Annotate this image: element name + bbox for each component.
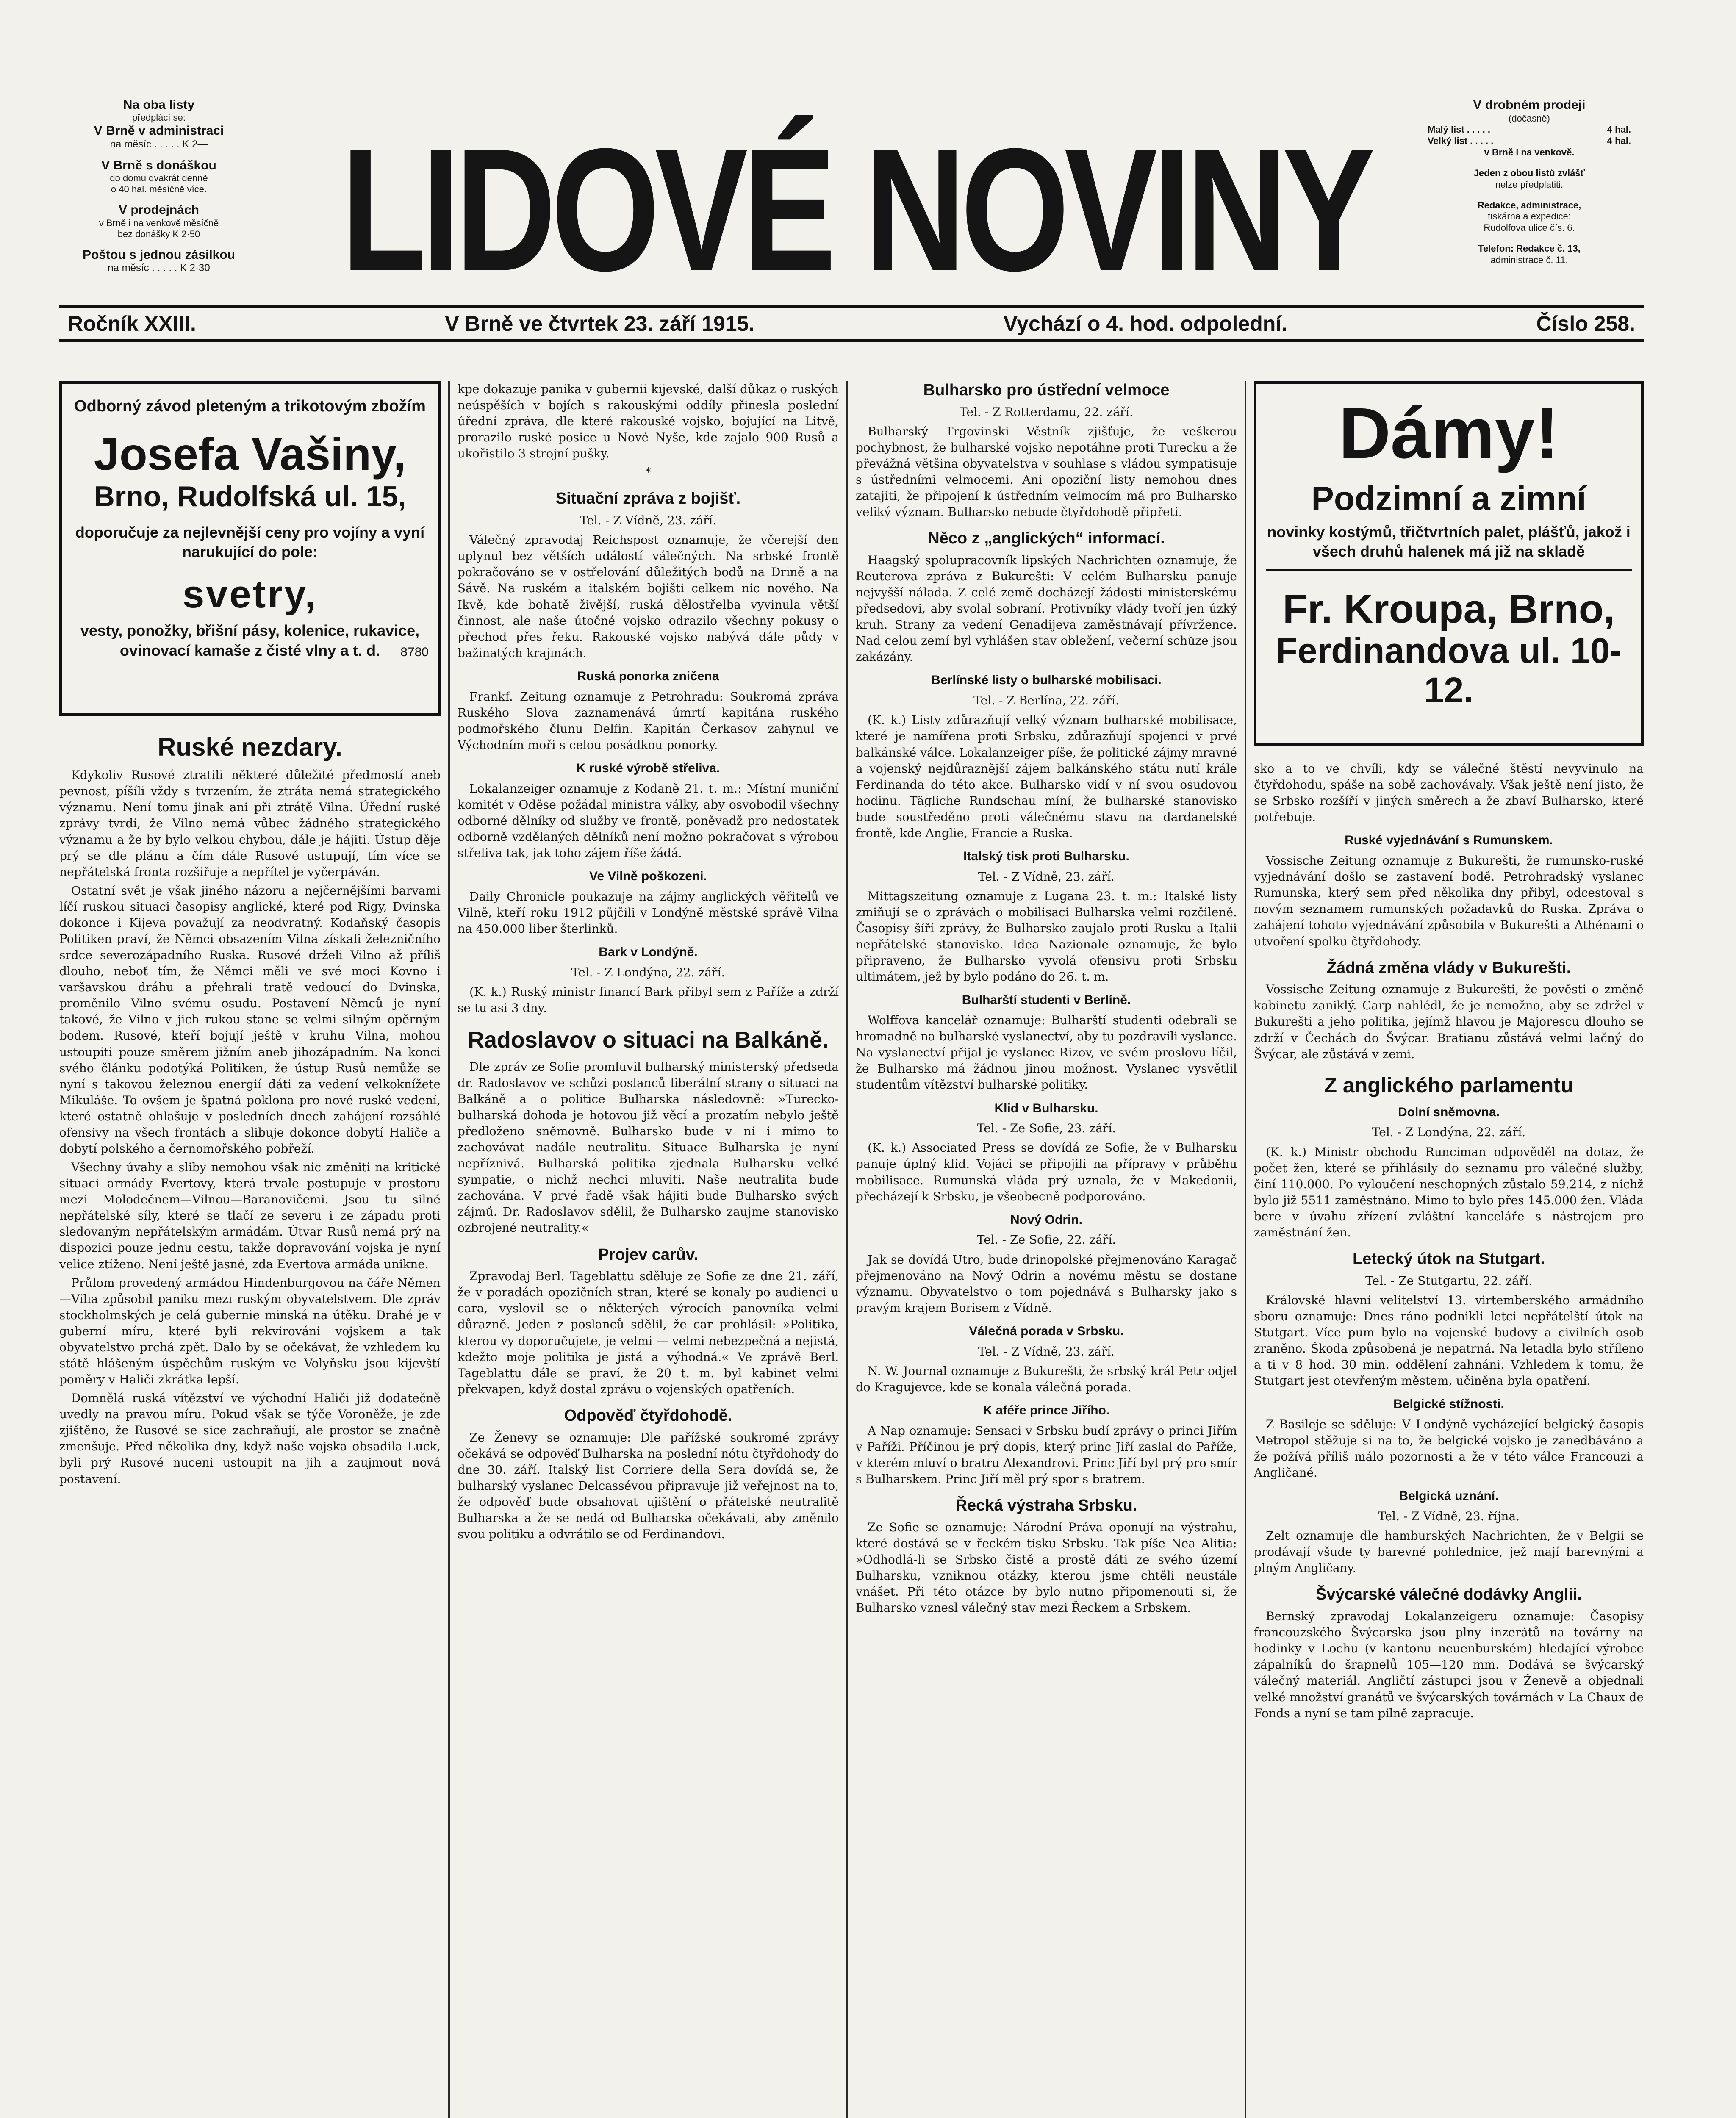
- paragraph: Daily Chronicle poukazuje na zájmy anglických věřitelů ve Vilně, kteří roku 1912 půjčili v Londýně městské správě Vilna na 450.000 liber šterlinků.: [458, 889, 839, 936]
- paragraph: (K. k.) Ministr obchodu Runciman odpověděl na dotaz, že počet žen, které se přihlásily do seznamu pro válečné služby, činí 110.000. Po vyloučení neschopných zůstalo 59.214, z nichž bylo již 5511 zaměstnáno. Mimo to bylo přes 145.000 žen. Vláda bere v úvahu zřízení zvláštní kanceláře s nástrojem pro zaměstnání žen.: [1254, 1145, 1644, 1239]
- sub-line: na měsíc . . . . . K 2·30: [108, 262, 210, 274]
- wire-line: Tel. - Z Londýna, 22. září.: [1372, 1125, 1526, 1139]
- sales-line: (dočasně): [1509, 113, 1550, 124]
- article-heading: Odpověď čtyřdohodě.: [564, 1406, 732, 1425]
- paragraph: Vossische Zeitung oznamuje z Bukurešti, že pověsti o změně kabinetu zaniklý. Carp nahlédl, že je nemožno, aby se zdržel v Bukurešti a jeho politika, jejímž hlavou je Majorescu dlouho se zdrží v Čechách do Švýcar. Bratianu zůstává velmi lačný do Švýcar, ale zůstává v zemi.: [1254, 982, 1644, 1061]
- sales-info: [1411, 97, 1648, 266]
- wire-line: Tel. - Z Rotterdamu, 22. září.: [959, 405, 1134, 419]
- paragraph: Ze Ženevy se oznamuje: Dle pařížské soukromé zprávy očekává se odpověď Bulharska na poslední nótu čtyřdohody do dne 30. září. Italský list Corriere della Sera dovídá se, že bulharský vyslanec Delcassévou připravuje již veřejnost na to, že odpověď bude obsahovat ujištění o přátelské neutralitě Bulharska a že se nedá od Bulharska očekávati, aby změnilo svou politiku a odvrátilo se od Ferdinandovi.: [458, 1430, 839, 1541]
- price-value: 4 hal.: [1607, 124, 1631, 135]
- paragraph: (K. k.) Ruský ministr financí Bark přibyl sem z Paříže a zdrží se tu asi 3 dny.: [458, 985, 839, 1015]
- paragraph: Wolffova kancelář oznamuje: Bulharští studenti odebrali se hromadně na bulharské vyslanectví, aby tu pozdravili vyslance. Na vyslanectví přijal je vyslanec Rizov, ve svém proslovu líčil, že Bulharsko má žádnou jinou možnost. Vyslanec vysvětlil studentům vítězství bulharské politiky.: [856, 1013, 1237, 1092]
- advertisement-vasiny: [59, 381, 441, 716]
- paragraph: Ze Sofie se oznamuje: Národní Práva oponují na výstrahu, které dostává se v řeckém tisku Srbsku. Tak píše Nea Alitia: »Odhodlá-li se Srbsko čistě a prostě dáti ze svého území Bulharsku, vzniknou otázky, kterou jsme chtěli neustále vnášet. Při této otázce by bylo nutno připomenouti si, že Bulharsko vznesl válečný stav mezi Řeckem a Srbskem.: [856, 1520, 1237, 1615]
- wire-line: Tel. - Z Londýna, 22. září.: [571, 965, 725, 979]
- column-2: kpe dokazuje panika v gubernii kijevské, další důkaz o ruských neúspěších v bojích s rakouskými oddíly přinesla poslední úřední zpráva, dle které rakouské vojsko, bojující na Litvě, prorazilo ruské posice u Nové Nyše, kde zajalo 900 Rusů a ukořistilo 3 strojní pušky. * Situační zpráva z bojišť. Tel. - Z Vídně, 23. září. Válečný zpravodaj Reichspost oznamuje, že včerejší den uplynul bez větších událostí válečných. Na srbské frontě pokračováno se v ostřelování důležitých bodů na Drině a na Sávě. Na ruském a italském bojišti celkem nic nového. Na Ikvě, kde bohatě živější, ruská dělostřelba vyvinula větší činnost, ale naše útočné vojsko odrazilo všechny pokusy o přechod přes řeku. Rakouské vojsko nabývá dále půdy v bažinatých krajinách. Ruská ponorka zničena Frankf. Zeitung oznamuje z Petrohradu: Soukromá zpráva Ruského Slova zaznamenává úmrtí kapitána ruského podmořského člunu Delfin. Kapitán Čerkasov zahynul ve Východním moři s celou posádkou ponorky. K ruské výrobě střeliva. Lokalanzeiger oznamuje z Kodaně 21. t. m.: Místní muniční komitét v Oděse požádal ministra války, aby osvobodil všechny odborné dělníky od služby ve frontě, poněvadž pro nedostatek odborně vzdělaných dělníků není možno pokračovat s výrobou střeliva tak, jak toho zájem říše žádá. Ve Vilně poškozeni. Daily Chronicle poukazuje na zájmy anglických věřitelů ve Vilně, kteří roku 1912 půjčili v Londýně městské správě Vilna na 450.000 liber šterlinků. Bark v Londýně. Tel. - Z Londýna, 22. září. (K. k.) Ruský ministr financí Bark přibyl sem z Paříže a zdrží se tu asi 3 dny. Radoslavov o situaci na Balkáně. Dle zpráv ze Sofie promluvil bulharský ministerský předseda dr. Radoslavov ve schůzi poslanců liberální strany o situaci na Balkáně a o politice Bulharska následovně: »Turecko-bulharská dohoda je hotovou již věcí a prozatím nebylo ještě předloženo sněmovně. Bulharsko bude v ní i mimo to zachovávat nadále neutralitu. Situace Bulharska je nyní nepříznivá. Bulharská politika zjednala Bulharsku velké sympatie, o nichž nechci mluviti. Naše neutralita bude zachována. V prvé řadě však hájiti bude Bulharsko svých zájmů. Dr. Radoslavov sdělil, že Bulharsko zaujme stanovisko ozbrojené neutrality.« Projev carův. Zpravodaj Berl. Tageblattu sděluje ze Sofie ze dne 21. září, že v poradách opozičních stran, které se konaly po audienci u cara, vyslovil se o některých výrocích panovníka velmi důrazně. Jeden z poslanců sdělil, že car prohlásil: »Politika, kterou vy doporučujete, je velmi — velmi nebezpečná a nejistá, kdežto moje politika je jistá a výhodná.« Ve zprávě Berl. Tageblattu dále se praví, že 20 t. m. byl kabinet velmi překvapen, když dostal zprávu o vojenských opatřeních. Odpověď čtyřdohodě. Ze Ženevy se oznamuje: Dle pařížské soukromé zprávy očekává se odpověď Bulharska na poslední nótu čtyřdohody do dne 30. září. Italský list Corriere della Sera dovídá se, že bulharský vyslanec Delcassévou připravuje již veřejnost na to, že odpověď bude obsahovat ujištění o přátelské neutralitě Bulharska a že se nedá od Bulharska očekávati, aby změnilo svou politiku a odvrátilo se od Ferdinandovi.: [458, 381, 839, 2118]
- sub-line: bez donášky K 2·50: [117, 228, 200, 239]
- paragraph: Zpravodaj Berl. Tageblattu sděluje ze Sofie ze dne 21. září, že v poradách opozičních stran, které se konaly po audienci u cara, vyslovil se o některých výrocích panovníka velmi důrazně. Jeden z poslanců sdělil, že car prohlásil: »Politika, kterou vy doporučujete, je velmi — velmi nebezpečná a nejistá, kdežto moje politika je jistá a výhodná.« Ve zprávě Berl. Tageblattu dále se praví, že 20 t. m. byl kabinet velmi překvapen, když dostal zprávu o vojenských opatřeních.: [458, 1269, 839, 1396]
- article-heading: Bark v Londýně.: [599, 945, 698, 959]
- sub-line: Poštou s jednou zásilkou: [82, 247, 236, 262]
- ad-name: Fr. Kroupa, Brno,: [1282, 586, 1615, 632]
- paragraph: Domnělá ruská vítězství ve východní Haliči již dodatečně uvedly na pravou míru. Pokud však se týče Voroněže, je zde zjištěno, že Rusové se sice zachraňují, ale prostor se značně zmenšuje. Před několika dny, když naše vojska obsadila Luck, byli prý Rusové nuceni ustoupit na jih a zaujmout nová postavení.: [59, 1391, 441, 1486]
- article-heading: Švýcarské válečné dodávky Anglii.: [1315, 1586, 1582, 1604]
- article-heading: Italský tisk proti Bulharsku.: [963, 849, 1129, 863]
- ad-name: Josefa Vašiny,: [94, 428, 406, 480]
- sub-line: předplácí se:: [132, 112, 186, 123]
- column-divider: [1245, 381, 1246, 2118]
- paragraph: Všechny úvahy a sliby nemohou však nic změniti na kritické situaci armády Evertovy, která trvale postupuje v prostoru mezi Molodečnem—Vilnou—Baranovičemi. Jsou tu silné nepřátelské síly, které se tlačí ze severu i ze západu proti sledovaným nepřátelským armádám. Útvar Rusů nemá prý na dispozici pouze jednu cestu, takže dopravování vojska je nyní velice ztíženo. Není ještě jasné, zda Evertova armáda unikne.: [59, 1160, 441, 1271]
- article-heading: Situační zpráva z bojišť.: [555, 490, 741, 508]
- wire-line: Tel. - Ze Stutgartu, 22. září.: [1365, 1273, 1533, 1288]
- ad-text: novinky kostýmů, třičtvrtních palet, plášťů, jakož i všech druhů halenek má již na skladě: [1267, 523, 1631, 560]
- subscription-info: [59, 97, 258, 274]
- wire-line: Tel. - Z Vídně, 23. října.: [1378, 1509, 1520, 1524]
- ad-text: Odborný závod pleteným a trikotovým zbožím: [74, 397, 426, 415]
- sub-line: Na oba listy: [123, 98, 195, 112]
- column-4: [1254, 381, 1644, 2118]
- article-heading: Žádná změna vlády v Bukurešti.: [1326, 959, 1571, 977]
- article-title: Ruské nezdary.: [158, 733, 342, 761]
- sales-line: administrace č. 11.: [1490, 254, 1568, 265]
- sales-line: V drobném prodeji: [1473, 98, 1586, 112]
- sales-line: Redakce, administrace,: [1477, 200, 1581, 211]
- article-heading: Řecká výstraha Srbsku.: [955, 1497, 1137, 1515]
- wire-line: Tel. - Z Berlína, 22. září.: [973, 693, 1119, 708]
- article-heading: Bulharští studenti v Berlíně.: [962, 993, 1131, 1007]
- paragraph: Průlom provedený armádou Hindenburgovou na čáře Němen—Vilia způsobil paniku mezi ruským obyvatelstvem. Dle zpráv stockholmských je celá gubernie minská na útěku. Drahé je v guberní míru, které byli rekvirováni vojskem a tak obyvatelstvo prchá zpět. Dalo by se očekávat, že vzhledem ku státě hlášeným úspěchům ruským ve Volyňsku jsou kijevští poměry v Haliči zkrátka lepší.: [59, 1275, 441, 1387]
- wire-line: Tel. - Z Vídně, 23. září.: [580, 513, 717, 528]
- masthead: [0, 0, 1736, 335]
- edition-time: Vychází o 4. hod. odpolední.: [1003, 312, 1288, 335]
- column-divider: [846, 381, 848, 2118]
- paragraph: N. W. Journal oznamuje z Bukurešti, že srbský král Petr odjel do Kragujevce, kde se konala válečná porada.: [856, 1364, 1237, 1394]
- column-1: [59, 381, 441, 2118]
- sub-line: v Brně i na venkově měsíčně: [99, 217, 219, 228]
- article-heading: Klid v Bulharsku.: [994, 1101, 1098, 1115]
- advertisement-kroupa: [1254, 381, 1644, 746]
- column-3: [856, 381, 1237, 2118]
- ad-subheadline: Podzimní a zimní: [1311, 479, 1586, 517]
- article-heading: Bulharsko pro ústřední velmoce: [923, 381, 1170, 399]
- paragraph: Královské hlavní velitelství 13. virtemberského armádního sboru oznamuje: Dnes ráno podnikli letci nepřátelští útok na Stutgart. Více pum bylo na vojenské budovy a civilních osob zraněno. Škoda způsobená je nepatrná. Na letadla bylo stříleno a ti v 8 hod. 30 min. oddělení zahnáni. Vzhledem k tomu, že Stutgart jest otevřeným městem, učiněna byla opatření.: [1254, 1293, 1644, 1388]
- paragraph: Z Basileje se sděluje: V Londýně vycházející belgický časopis Metropol stěžuje si na to, že belgické vojsko je zanedbáváno a že požívá příliš málo pozornosti a že v této válce Francouzi a Angličané.: [1254, 1417, 1644, 1480]
- article-heading: Nový Odrin.: [1010, 1212, 1083, 1227]
- issue-number: Číslo 258.: [1536, 312, 1635, 335]
- issue-date: V Brně ve čtvrtek 23. září 1915.: [445, 312, 755, 335]
- paragraph: sko a to ve chvíli, kdy se válečné štěstí nevyvinulo na čtyřdohodu, spáše na sobě zachovávaly. Však ještě není jisto, že se Srbsko rozšíří v jiných směrech a že zbaví Bulharsko, které potřebuje.: [1254, 762, 1644, 824]
- article-heading: Letecký útok na Stutgart.: [1353, 1250, 1545, 1268]
- newspaper-title: LIDOVÉ NOVINY: [341, 111, 1370, 307]
- column-divider: [448, 381, 450, 2118]
- article-heading: Ruská ponorka zničena: [577, 669, 719, 683]
- sales-line: Rudolfova ulice čís. 6.: [1484, 222, 1575, 233]
- wire-line: Tel. - Z Vídně, 23. září.: [978, 869, 1115, 884]
- paragraph: Kdykoliv Rusové ztratili některé důležité předmostí aneb pevnost, píšíli vždy s tvrzením, že ztráta nemá strategického významu. Není tomu jinak ani při ztrátě Vilna. Úřední ruské zprávy tvrdí, že Vilno nemá vůbec žádného strategického významu a že by bylo velkou chybou, dále je hájiti. Ústup děje prý se dle plánu a čím dále Rusové ustupují, tím více se nepřátelská fronta rozšiřuje a nepřítel je vyčerpáván.: [59, 768, 441, 879]
- ad-product: svetry,: [183, 573, 317, 616]
- ad-text: vesty, ponožky, břišní pásy, kolenice, rukavice, ovinovací kamaše z čisté vlny a t. d.: [80, 622, 420, 659]
- ad-text: doporučuje za nejlevnější ceny pro vojíny a vyní narukující do pole:: [75, 523, 425, 561]
- sales-line: Jeden z obou listů zvlášť: [1473, 167, 1585, 178]
- ad-divider: [1266, 569, 1632, 571]
- sub-line: V Brně s donáškou: [101, 158, 216, 173]
- sub-line: do domu dvakrát denně: [110, 173, 208, 184]
- paragraph: Válečný zpravodaj Reichspost oznamuje, že včerejší den uplynul bez větších událostí válečných. Na srbské frontě pokračováno se v ostřelování důležitých bodů na Drině a na Sávě. Na ruském a italském bojišti celkem nic nového. Na Ikvě, kde bohatě živější, ruská dělostřelba vyvinula větší činnost, ale naše útočné vojsko odrazilo všechny pokusy o přechod přes řeku. Rakouské vojsko nabývá dále půdy v bažinatých krajinách.: [458, 533, 839, 660]
- paragraph: Ostatní svět je však jiného názoru a nejčernějšími barvami líčí ruskou situaci časopisy anglické, které pod Rigy, Dvinska dokonce i Kijeva považují za neodvratný. Kodaňský časopis Politiken praví, že Němci obsazením Vilna získali železničního srdce severozápadního Ruska. Rusové drželi Vilno až příliš dlouho, neboť tím, že Němci měli ve své moci Kovno i varšavskou dráhu a přehrali tratě vedoucí do Dvinska, proměnilo Vilno svému osudu. Postavení Němců je nyní takové, že Vilno v jich rukou stane se velmi silným opěrným bodem. Rusové, kteří bojují ještě v kruhu Vilna, mohou ustoupiti pouze směrem jižním aneb jihozápadním. Na konci svého článku podotýká Politiken, že ústup Rusů nemůže se nyní s takovou železnou energií dáti za vedení velkoknížete Mikuláše. To ovšem je špatná poklona pro nové ruské vedení, které ostatně ohlašuje v posledních dnech zahájení rozsáhlé ofensivy na všech frontách a slibuje dokonce dobytí Haliče a dobytí polského a černomořského pobřeží.: [59, 883, 441, 1156]
- price-label: Malý list . . . . .: [1428, 124, 1490, 135]
- sub-line: V prodejnách: [118, 203, 200, 217]
- paragraph: Haagský spolupracovník lipských Nachrichten oznamuje, že Reuterova zpráva z Bukurešti: V celém Bulharsku panuje nejvyšší nálada. Z celé země docházejí žádosti ministerskému předsedovi, aby svolal sobraní. Protivníky vlády tvoří jen úzký kruh. Strany za vedení Genadijeva zaměstnávají přívržence. Nad celou zemí byl vyhlášen stav obležení, večerní schůze jsou zakázány.: [856, 553, 1237, 664]
- article-heading: Něco z „anglických“ informací.: [928, 530, 1165, 548]
- price-label: Velký list . . . . .: [1428, 136, 1494, 147]
- article-heading: Belgické stížnosti.: [1393, 1397, 1504, 1411]
- article-title: Radoslavov o situaci na Balkáně.: [467, 1027, 829, 1053]
- price-row: [1411, 124, 1648, 136]
- ad-headline: Dámy!: [1339, 393, 1559, 474]
- sub-line: V Brně v administraci: [94, 124, 224, 138]
- article-heading: Projev carův.: [598, 1245, 698, 1264]
- paragraph: (K. k.) Associated Press se dovídá ze Sofie, že v Bulharsku panuje úplný klid. Vojáci se připojili na přípravy v průběhu mobilisace. Rumunská vláda prý uznala, že v Makedonii, přecházejí k Srbsku, je všeobecně podporováno.: [856, 1141, 1237, 1203]
- paragraph: Bulharský Trgovinski Věstník zjišťuje, že veškerou pochybnost, že bulharské vojsko nepotáhne proti Turecku a že převážná většina obyvatelstva v souhlase s vládou sympatisuje s ústředními velmocemi. Ani opoziční listy nemohou dnes zatajiti, že připojení k ústředním velmocím má pro Bulharsko veliký význam. Bulharsko nebude čtyřdohodě připřeti.: [856, 424, 1237, 519]
- article-heading: Válečná porada v Srbsku.: [969, 1324, 1124, 1338]
- paragraph: kpe dokazuje panika v gubernii kijevské, další důkaz o ruských neúspěších v bojích s rakouskými oddíly přinesla poslední úřední zpráva, dle které rakouské vojsko, bojující na Litvě, prorazilo ruské posice u Nové Nyše, kde zajalo 900 Rusů a ukořistilo 3 strojní pušky.: [458, 382, 839, 461]
- sales-line: v Brně i na venkově.: [1484, 147, 1575, 158]
- sales-line: tiskárna a expedice:: [1488, 211, 1571, 222]
- ad-code: 8780: [400, 645, 429, 659]
- article-heading: K aféře prince Jiřího.: [983, 1403, 1110, 1417]
- paragraph: Mittagszeitung oznamuje z Lugana 23. t. m.: Italské listy zmiňují se o zprávách o mobilisaci Bulharska velmi rozčileně. Časopisy šíří zprávy, že Bulharsko zaujalo proti Rusku a Italii nepřátelské stanovisko. Idea Nazionale oznamuje, že bylo připraveno, že Bulharsko vyvolá ofensivu proti Srbsku ultimátem, jež by bylo podáno do 26. t. m.: [856, 889, 1237, 984]
- article-heading: Berlínské listy o bulharské mobilisaci.: [931, 673, 1162, 688]
- article-heading: K ruské výrobě střeliva.: [576, 761, 720, 775]
- wire-line: Tel. - Ze Sofie, 22. září.: [976, 1233, 1116, 1247]
- sub-line: na měsíc . . . . . K 2—: [110, 138, 208, 150]
- paragraph: Frankf. Zeitung oznamuje z Petrohradu: Soukromá zpráva Ruského Slova zaznamenává úmrtí kapitána ruského podmořského člunu Delfin. Kapitán Čerkasov zahynul ve Východním moři s celou posádkou ponorky.: [458, 689, 839, 752]
- paragraph: Dle zpráv ze Sofie promluvil bulharský ministerský předseda dr. Radoslavov ve schůzi poslanců liberální strany o situaci na Balkáně a o politice Bulharska následovně: »Turecko-bulharská dohoda je hotovou již věcí a prozatím nebylo ještě předloženo sněmovně. Bulharsko bude v ní i mimo to zachovávat nadále neutralitu. Situace Bulharska je nyní nepříznivá. Bulharská politika zjednala Bulharsku velké sympatie, o nichž nechci mluviti. Naše neutralita bude zachována. V prvé řadě však hájiti bude Bulharsko svých zájmů. Dr. Radoslavov sdělil, že Bulharsko zaujme stanovisko ozbrojené neutrality.«: [458, 1059, 839, 1235]
- volume-number: Ročník XXIII.: [68, 312, 196, 335]
- article-heading: Dolní sněmovna.: [1398, 1105, 1500, 1119]
- dateline: [59, 305, 1644, 342]
- sub-line: o 40 hal. měsíčně více.: [111, 184, 207, 195]
- paragraph: Jak se dovídá Utro, bude drinopolské přejmenováno Karagač přejmenováno na Nový Odrin a novému městu se dostane významu. Obyvatelstvo o tom pojednává s Bulharsky jako s pravým krajem Borisem z Vídně.: [856, 1252, 1237, 1315]
- ad-address: Ferdinandova ul. 10-12.: [1276, 631, 1622, 710]
- paragraph: A Nap oznamuje: Sensaci v Srbsku budí zprávy o princi Jiřím v Paříži. Příčinou je prý dopis, který princ Jiří zaslal do Paříže, v kterém mluví o bratru Alexandrovi. Princ Jiří byl prý pro smír s Bulharskem. Princ Jiří měl prý spor s bratrem.: [856, 1423, 1237, 1486]
- sales-line: Telefon: Redakce č. 13,: [1478, 243, 1581, 254]
- wire-line: Tel. - Ze Sofie, 23. září.: [976, 1121, 1116, 1136]
- sales-line: nelze předplatiti.: [1495, 179, 1564, 190]
- price-row: [1411, 136, 1648, 147]
- article-title: Z anglického parlamentu: [1324, 1073, 1574, 1097]
- price-value: 4 hal.: [1607, 136, 1631, 147]
- article-heading: Ve Vilně poškozeni.: [589, 869, 707, 884]
- wire-line: Tel. - Z Vídně, 23. září.: [978, 1344, 1115, 1358]
- paragraph: Lokalanzeiger oznamuje z Kodaně 21. t. m.: Místní muniční komitét v Oděse požádal ministra války, aby osvobodil všechny odborné dělníky od služby ve frontě, poněvadž pro nedostatek odborně vzdělaných dělníků není možno pokračovat s výrobou střeliva tak, jak toho zájem říše žádá.: [458, 781, 839, 860]
- paragraph: (K. k.) Listy zdůrazňují velký význam bulharské mobilisace, které je namířena proti Srbsku, zdůrazňují spojenci v prvé balkánské válce. Lokalanzeiger píše, že politické zájmy mravné a vojenský nejdůraznější zájem balkánského státu nutí krále Ferdinanda do této akce. Bulharsko vidí v ní svou osudovou hodinu. Tägliche Rundschau míní, že bulharské stanovisko bude soustředěno proti válečnému stavu na dardanelské frontě, kde Anglie, Francie a Ruska.: [856, 713, 1237, 840]
- paragraph: Zelt oznamuje dle hamburských Nachrichten, že v Belgii se prodávají všude ty barevné pohlednice, jež mají barevnými a plným Angličany.: [1254, 1529, 1644, 1575]
- paragraph: Bernský zpravodaj Lokalanzeigeru oznamuje: Časopisy francouzského Švýcarska jsou plny inzerátů na továrny na hodinky v Lochu (v kantonu neuenburském) hledající výrobce zápalníků do šrapnelů 105—120 mm. Dodává se švýcarský válečný materiál. Angličtí zástupci jsou v Ženevě a objednali velké množství granátů ve švýcarských továrnách v La Chaux de Fonds a nyní se tam pilně zapracuje.: [1254, 1609, 1644, 1720]
- ad-address: Brno, Rudolfská ul. 15,: [94, 480, 406, 513]
- article-heading: Ruské vyjednávání s Rumunskem.: [1345, 833, 1553, 848]
- article-heading: Belgická uznání.: [1399, 1489, 1499, 1503]
- paragraph: Vossische Zeitung oznamuje z Bukurešti, že rumunsko-ruské vyjednávání došlo se zastavení bodě. Petrohradský vyslanec Rumunska, který sem před několika dny přibyl, odcestoval s novým seznamem rumunských požadavků do Ruska. Zpráva o zahájení tohoto vyjednávání způsobila v Bukurešti a Athénami o utvoření spolku čtyřdohody.: [1254, 854, 1644, 948]
